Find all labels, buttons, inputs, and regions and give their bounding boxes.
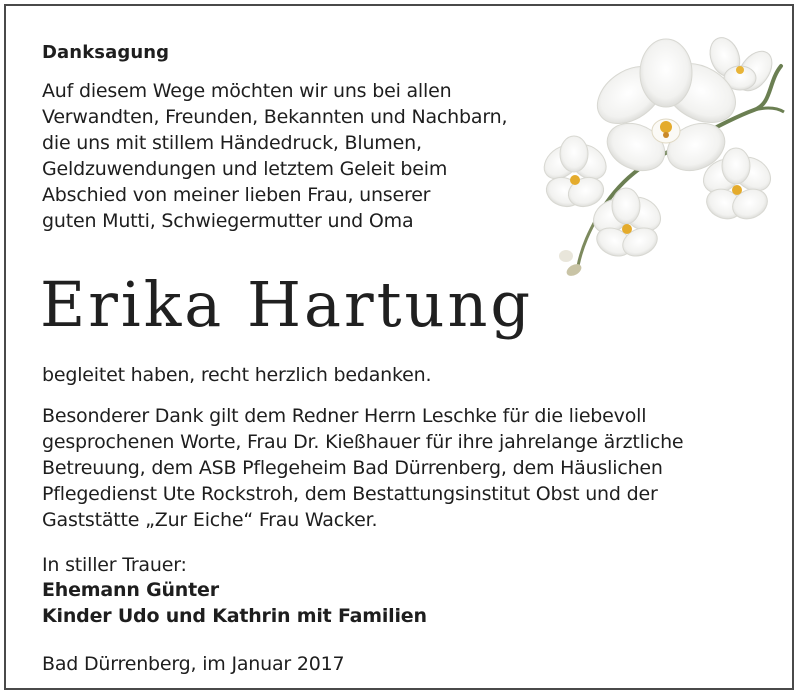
special-line: Betreuung, dem ASB Pflegeheim Bad Dürrenberg, dem Häuslichen bbox=[42, 457, 663, 479]
mourner: Ehemann Günter bbox=[42, 579, 219, 601]
special-line: Gaststätte „Zur Eiche“ Frau Wacker. bbox=[42, 509, 378, 531]
intro-line: Verwandten, Freunden, Bekannten und Nachbarn, bbox=[42, 106, 508, 128]
intro-line: die uns mit stillem Händedruck, Blumen, bbox=[42, 132, 422, 154]
special-line: Besonderer Dank gilt dem Redner Herrn Leschke für die liebevoll bbox=[42, 405, 647, 427]
intro-paragraph bbox=[42, 78, 562, 234]
notice-frame bbox=[4, 4, 794, 690]
special-line: Pflegedienst Ute Rockstroh, dem Bestattungsinstitut Obst und der bbox=[42, 483, 658, 505]
intro-line: guten Mutti, Schwiegermutter und Oma bbox=[42, 210, 414, 232]
intro-line: Auf diesem Wege möchten wir uns bei allen bbox=[42, 80, 452, 102]
special-thanks-paragraph bbox=[42, 403, 782, 533]
intro-line: Geldzuwendungen und letztem Geleit beim bbox=[42, 158, 448, 180]
intro-line: Abschied von meiner lieben Frau, unserer bbox=[42, 184, 431, 206]
mourner: Kinder Udo und Kathrin mit Familien bbox=[42, 605, 427, 627]
heading: Danksagung bbox=[42, 42, 170, 63]
deceased-name: Erika Hartung bbox=[40, 268, 534, 341]
special-line: gesprochenen Worte, Frau Dr. Kießhauer für ihre jahrelange ärztliche bbox=[42, 431, 684, 453]
place-date: Bad Dürrenberg, im Januar 2017 bbox=[42, 653, 345, 675]
white-orchid-image bbox=[536, 20, 798, 280]
after-name-text: begleitet haben, recht herzlich bedanken. bbox=[42, 364, 432, 386]
mourners-list bbox=[42, 577, 427, 629]
mourning-label: In stiller Trauer: bbox=[42, 554, 187, 576]
